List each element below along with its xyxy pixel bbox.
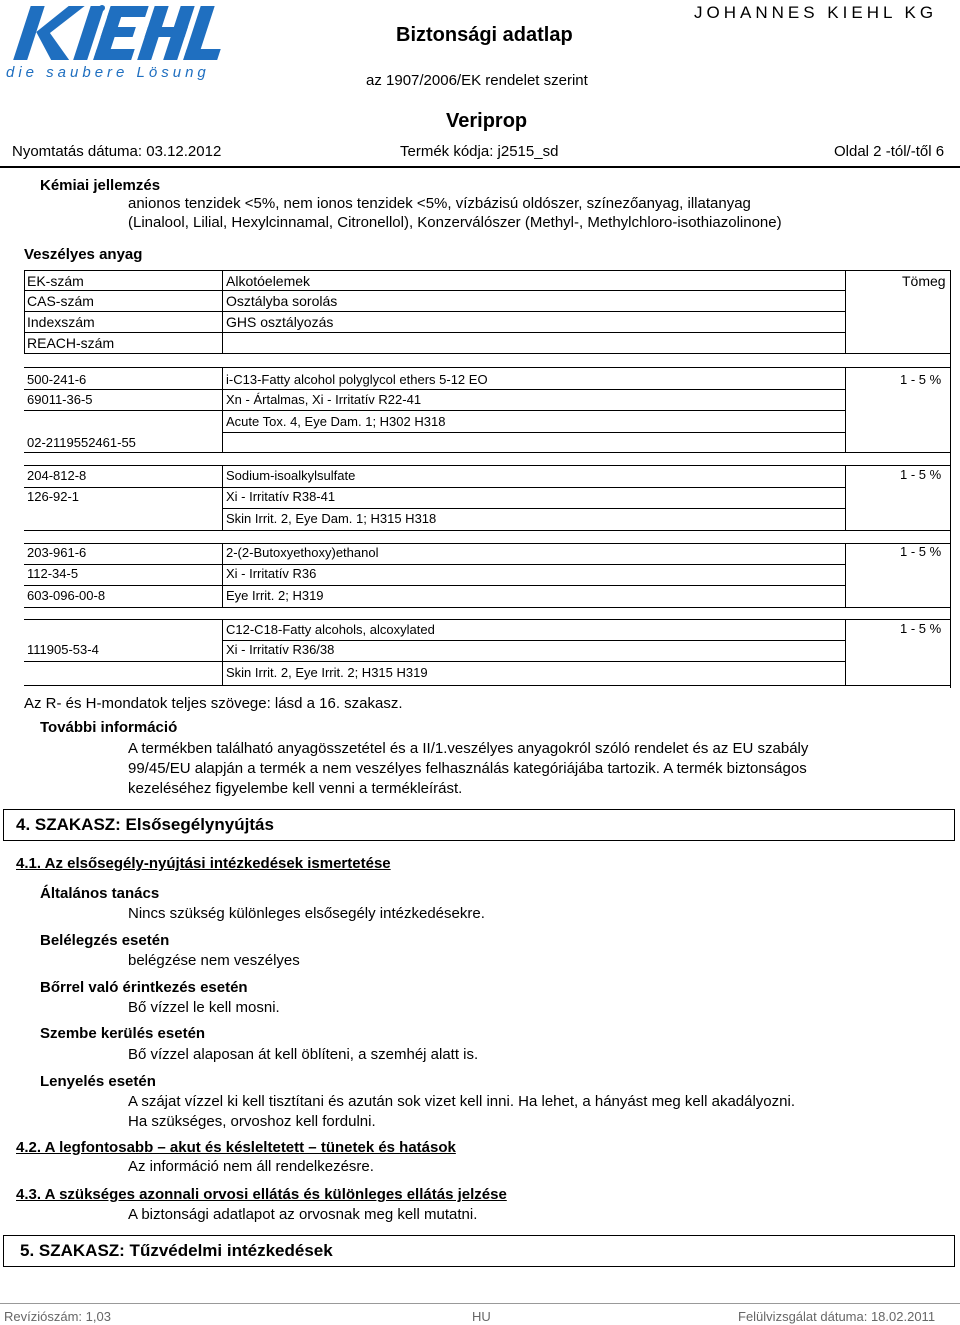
col-components: Alkotóelemek bbox=[226, 273, 311, 289]
col-reach: REACH-szám bbox=[27, 335, 115, 351]
classification: Xi - Irritatív R36/38 bbox=[226, 642, 335, 657]
classification: Xi - Irritatív R36 bbox=[226, 566, 317, 581]
chem-label: Kémiai jellemzés bbox=[40, 177, 161, 194]
col-ek: EK-szám bbox=[27, 273, 84, 289]
component-name: Sodium-isoalkylsulfate bbox=[226, 468, 356, 483]
component-name: C12-C18-Fatty alcohols, alcoxylated bbox=[226, 622, 435, 637]
cas-number: 126-92-1 bbox=[27, 489, 80, 504]
ek-number: 500-241-6 bbox=[27, 372, 87, 387]
general-advice-label: Általános tanács bbox=[40, 885, 160, 902]
inhalation-text: belégzése nem veszélyes bbox=[128, 952, 300, 969]
further-info-line-3: kezeléséhez figyelembe kell venni a termékleírást. bbox=[128, 780, 463, 797]
col-ghs: GHS osztályozás bbox=[226, 314, 334, 330]
print-date: Nyomtatás dátuma: 03.12.2012 bbox=[12, 143, 222, 160]
review-date: Felülvizsgálat dátuma: 18.02.2011 bbox=[738, 1309, 936, 1324]
mass-percent: 1 - 5 % bbox=[900, 372, 942, 387]
section-4-title: 4. SZAKASZ: Elsősegélynyújtás bbox=[16, 815, 274, 834]
index-number: 603-096-00-8 bbox=[27, 588, 106, 603]
regulation: az 1907/2006/EK rendelet szerint bbox=[366, 72, 588, 89]
header-divider bbox=[0, 166, 960, 168]
further-info-line-1: A termékben található anyagösszetétel és a II/1.veszélyes anyagokról szóló rendelet és az EU szabály bbox=[128, 740, 809, 757]
revision-number: Revíziószám: 1,03 bbox=[4, 1309, 111, 1324]
subsection-4-3: 4.3. A szükséges azonnali orvosi ellátás és különleges ellátás jelzése bbox=[16, 1186, 507, 1203]
ghs-classification: Skin Irrit. 2, Eye Irrit. 2; H315 H319 bbox=[226, 665, 428, 680]
ingestion-text-2: Ha szükséges, orvoshoz kell fordulni. bbox=[128, 1113, 376, 1130]
hazard-label: Veszélyes anyag bbox=[24, 246, 143, 263]
product-name: Veriprop bbox=[446, 110, 528, 132]
mass-percent: 1 - 5 % bbox=[900, 544, 942, 559]
company-name: JOHANNES KIEHL KG bbox=[694, 3, 938, 22]
footer-divider bbox=[0, 1303, 960, 1304]
page-number: Oldal 2 -tól/-től 6 bbox=[834, 143, 945, 160]
component-name: 2-(2-Butoxyethoxy)ethanol bbox=[226, 545, 379, 560]
further-info-label: További információ bbox=[40, 719, 178, 736]
skin-contact-label: Bőrrel való érintkezés esetén bbox=[40, 979, 248, 996]
classification: Xn - Ártalmas, Xi - Irritatív R22-41 bbox=[226, 392, 422, 407]
subsection-4-2-text: Az információ nem áll rendelkezésre. bbox=[128, 1158, 374, 1175]
cas-number: 112-34-5 bbox=[27, 566, 79, 581]
ingestion-label: Lenyelés esetén bbox=[40, 1073, 156, 1090]
ek-number: 204-812-8 bbox=[27, 468, 87, 483]
classification: Xi - Irritatív R38-41 bbox=[226, 489, 336, 504]
eye-contact-label: Szembe kerülés esetén bbox=[40, 1025, 206, 1042]
component-name: i-C13-Fatty alcohol polyglycol ethers 5-12 EO bbox=[226, 372, 488, 387]
inhalation-label: Belélegzés esetén bbox=[40, 932, 170, 949]
ek-number: 203-961-6 bbox=[27, 545, 87, 560]
product-code: Termék kódja: j2515_sd bbox=[400, 143, 559, 160]
chem-line-1: anionos tenzidek <5%, nem ionos tenzidek <5%, vízbázisú oldószer, színezőanyag, illatanyag bbox=[128, 195, 751, 212]
col-classification: Osztályba sorolás bbox=[226, 293, 338, 309]
logo-tagline: die saubere Lösung bbox=[6, 64, 210, 81]
mass-percent: 1 - 5 % bbox=[900, 621, 942, 636]
kiehl-logo-icon bbox=[4, 2, 234, 64]
document-title: Biztonsági adatlap bbox=[396, 24, 573, 46]
skin-contact-text: Bő vízzel le kell mosni. bbox=[128, 999, 280, 1016]
further-info-line-2: 99/45/EU alapján a termék a nem veszélyes felhasználás kategóriájába tartozik. A termék biztonságos bbox=[128, 760, 807, 777]
ingestion-text-1: A szájat vízzel ki kell tisztítani és azután sok vizet kell inni. Ha lehet, a hányást meg kell akadályozni. bbox=[128, 1093, 795, 1110]
cas-number: 69011-36-5 bbox=[27, 392, 93, 407]
section-5-title: 5. SZAKASZ: Tűzvédelmi intézkedések bbox=[20, 1241, 333, 1260]
col-cas: CAS-szám bbox=[27, 293, 94, 309]
subsection-4-3-text: A biztonsági adatlapot az orvosnak meg kell mutatni. bbox=[128, 1206, 478, 1223]
language-code: HU bbox=[472, 1309, 491, 1324]
reach-number: 02-2119552461-55 bbox=[27, 435, 136, 450]
subsection-4-1: 4.1. Az elsősegély-nyújtási intézkedések ismertetése bbox=[16, 855, 391, 872]
ghs-classification: Acute Tox. 4, Eye Dam. 1; H302 H318 bbox=[226, 414, 446, 429]
subsection-4-2: 4.2. A legfontosabb – akut és késleltetett – tünetek és hatások bbox=[16, 1139, 456, 1156]
cas-number: 111905-53-4 bbox=[27, 642, 99, 657]
logo bbox=[4, 2, 234, 82]
col-index: Indexszám bbox=[27, 314, 95, 330]
r-h-note: Az R- és H-mondatok teljes szövege: lásd a 16. szakasz. bbox=[24, 695, 403, 712]
general-advice-text: Nincs szükség különleges elsősegély intézkedésekre. bbox=[128, 905, 485, 922]
chem-line-2: (Linalool, Lilial, Hexylcinnamal, Citronellol), Konzerválószer (Methyl-, Methylchloro-isothiazolinone) bbox=[128, 214, 782, 231]
ghs-classification: Skin Irrit. 2, Eye Dam. 1; H315 H318 bbox=[226, 511, 437, 526]
eye-contact-text: Bő vízzel alaposan át kell öblíteni, a szemhéj alatt is. bbox=[128, 1046, 479, 1063]
col-mass: Tömeg bbox=[902, 273, 946, 289]
ghs-classification: Eye Irrit. 2; H319 bbox=[226, 588, 324, 603]
mass-percent: 1 - 5 % bbox=[900, 467, 942, 482]
